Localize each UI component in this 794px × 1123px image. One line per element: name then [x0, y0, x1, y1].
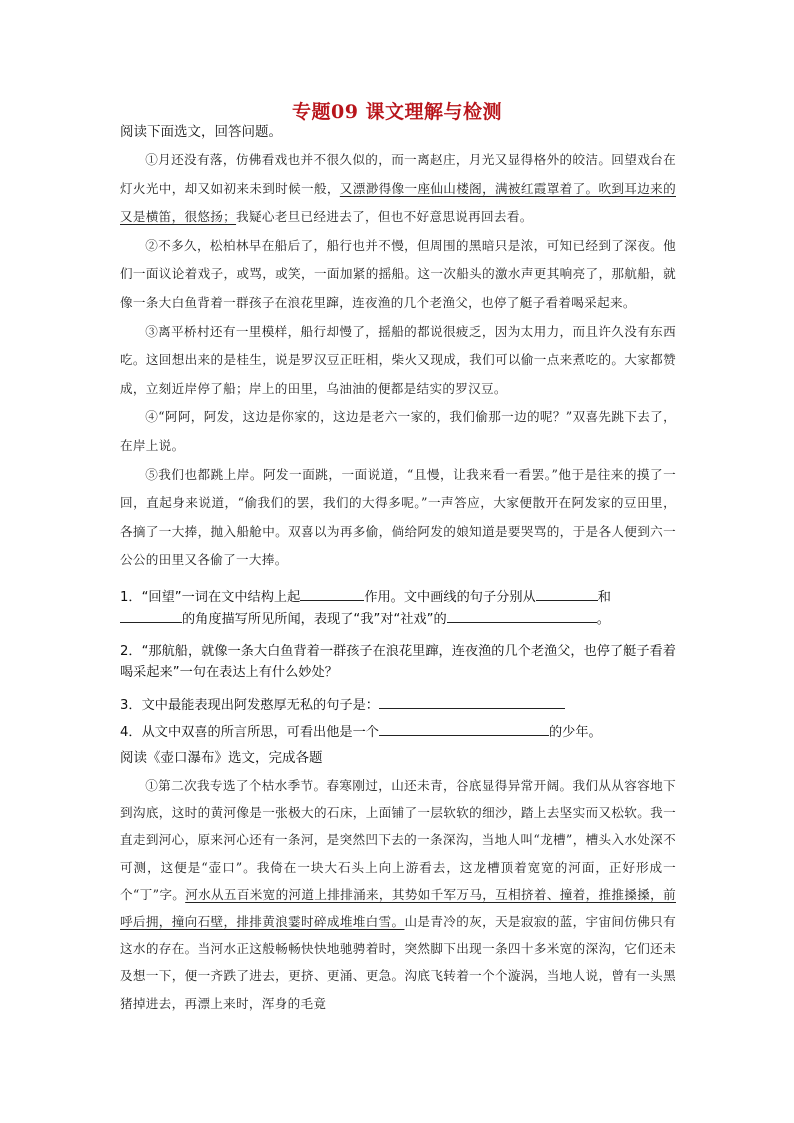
- paragraph-1-end: 我疑心老旦已经进去了，但也不好意思说再回去看。: [236, 209, 533, 225]
- question-1-part-e: 。: [596, 612, 610, 627]
- question-4-part-b: 的少年。: [548, 725, 602, 740]
- underlined-sentence: 河水从五百米宽的河道上排排涌来，其势如千军万马，互相挤着、撞着，推推搡搡，前呼后拥，撞向石壁，排排黄浪霎时碎成堆堆白雪。: [120, 886, 676, 930]
- question-1-part-b: 作用。文中画线的句子分别从: [364, 590, 536, 605]
- question-3-text: 3．文中最能表现出阿发憨厚无私的句子是：: [120, 698, 379, 713]
- question-4-part-a: 4．从文中双喜的所言所思，可看出他是一个: [120, 725, 379, 740]
- question-4: [120, 721, 680, 743]
- paragraph-1: [120, 146, 676, 232]
- question-2: 2．“那航船，就像一条大白鱼背着一群孩子在浪花里蹿，连夜渔的几个老渔父，也停了艇子看着喝采起来”一句在表达上有什么妙处？: [120, 644, 676, 680]
- answer-blank[interactable]: [379, 694, 565, 709]
- paragraph-3: ③离平桥村还有一里模样，船行却慢了，摇船的都说很疲乏，因为太用力，而且许久没有东西吃。这回想出来的是桂生，说是罗汉豆正旺相，柴火又现成，我们可以偷一点来煮吃的。大家都赞成，立刻近岸停了船；岸上的田里，乌油油的便都是结实的罗汉豆。: [120, 323, 676, 396]
- paragraph-2: ②不多久，松柏林早在船后了，船行也并不慢，但周围的黑暗只是浓，可知已经到了深夜。他们一面议论着戏子，或骂，或笑，一面加紧的摇船。这一次船头的激水声更其响亮了，那航船，就像一条大白鱼背着一群孩子在浪花里蹿，连夜渔的几个老渔父，也停了艇子看着喝采起来。: [120, 237, 676, 310]
- paragraph-1-start: ①月还没有落，仿佛看戏也并不很久似的，而一离赵庄，月光又显得格外的皎洁。回望戏台在灯火光中，却又如初来未到时候一般，: [120, 152, 676, 196]
- paragraph-4: ④“阿阿，阿发，这边是你家的，这边是老六一家的，我们偷那一边的呢？”双喜先跳下去了，在岸上说。: [120, 409, 676, 453]
- answer-blank[interactable]: [300, 586, 364, 601]
- answer-blank[interactable]: [120, 608, 182, 623]
- answer-blank[interactable]: [536, 586, 598, 601]
- question-1-part-a: 1．“回望”一词在文中结构上起: [120, 590, 301, 605]
- hukou-paragraph-1-end: 山是青冷的灰，天是寂寂的蓝，宇宙间仿佛只有这水的存在。当河水正这般畅畅快快地驰骋着时，突然脚下出现一条四十多米宽的深沟，它们还未及想一下，便一齐跌了进去，更挤、更涌、更急。沟底飞转着一个个漩涡，当地人说，曾有一头黑猪掉进去，再漂上来时，浑身的毛竟: [120, 914, 676, 1011]
- passage-hukou: [120, 772, 676, 1017]
- section2-instruction: 阅读《壶口瀑布》选文，完成各题: [120, 750, 323, 766]
- hukou-paragraph-1: [120, 772, 676, 1017]
- hukou-paragraph-1-start: ①第二次我专选了个枯水季节。春寒刚过，山还未青，谷底显得异常开阔。我们从从容容地下到沟底，这时的黄河像是一张极大的石床，上面铺了一层软软的细沙，踏上去坚实而又松软。我一直走到河心，原来河心还有一条河，是突然凹下去的一条深沟，当地人叫“龙槽”，槽头入水处深不可测，这便是“壶口”。我倚在一块大石头上向上游看去，这龙槽顶着宽宽的河面，正好形成一个“丁”字。: [120, 778, 676, 902]
- question-1-part-c: 和: [597, 590, 611, 605]
- page-title: 专题09 课文理解与检测: [291, 101, 503, 123]
- question-1-part-d: 的角度描写所见所闻，表现了“我”对“社戏”的: [182, 612, 447, 627]
- underlined-sentence: 又漂渺得像一座仙山楼阁，满被红霞罩着了。吹到耳边来的又是横笛，很悠扬；: [120, 180, 676, 225]
- paragraph-5: ⑤我们也都跳上岸。阿发一面跳，一面说道，“且慢，让我来看一看罢。”他于是往来的摸了一回，直起身来说道，“偷我们的罢，我们的大得多呢。”一声答应，大家便散开在阿发家的豆田里，各摘了一大捧，抛入船舱中。双喜以为再多偷，倘给阿发的娘知道是要哭骂的，于是各人便到六一公公的田里又各偷了一大捧。: [120, 466, 676, 568]
- answer-blank[interactable]: [379, 721, 549, 736]
- question-3: [120, 694, 680, 716]
- section1-instruction: 阅读下面选文，回答问题。: [120, 124, 282, 140]
- answer-blank[interactable]: [447, 608, 597, 623]
- passage-shexi: [120, 146, 676, 575]
- question-1: [120, 586, 680, 630]
